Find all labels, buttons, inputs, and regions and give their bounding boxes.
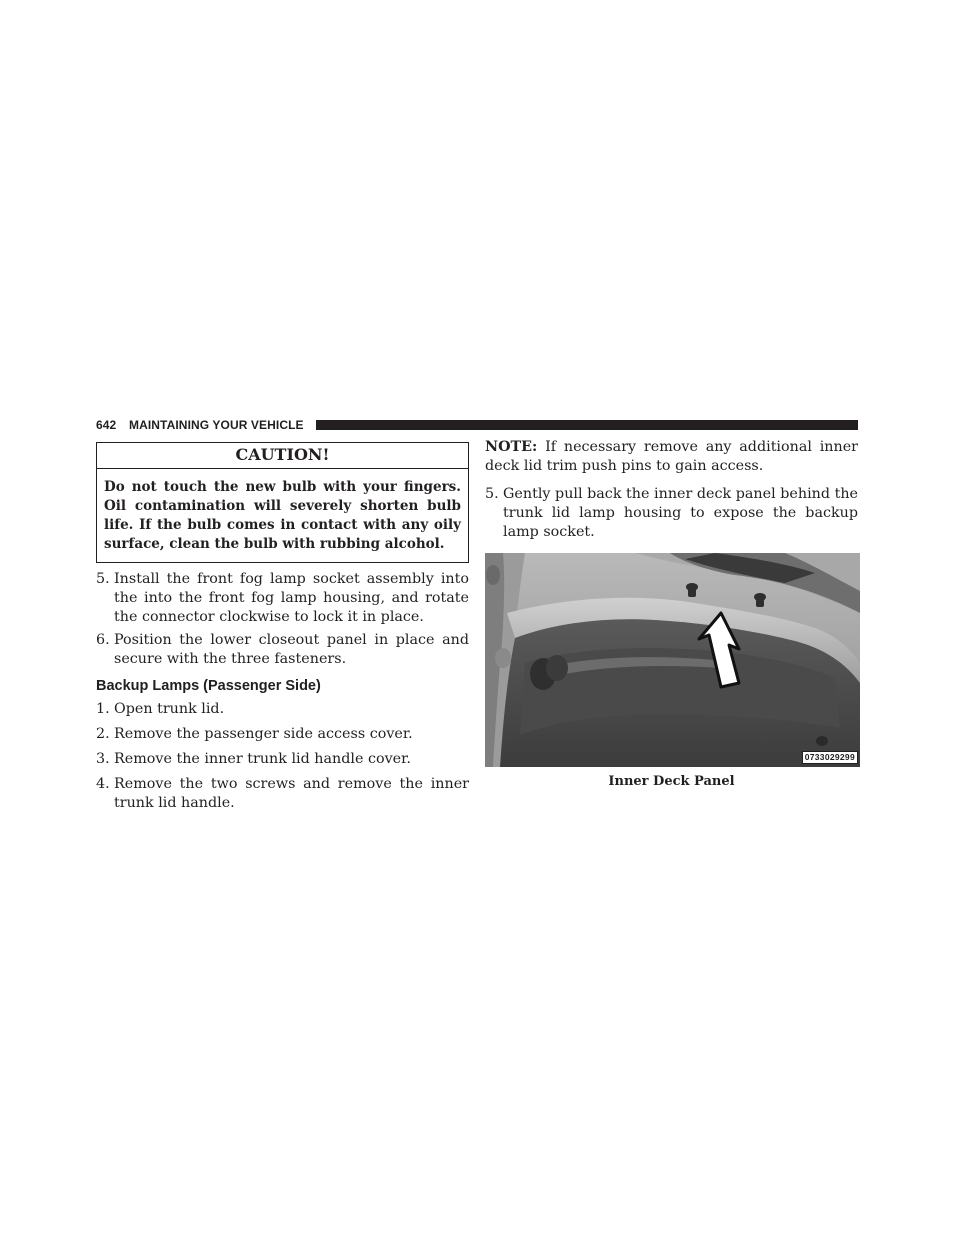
- step-text: Install the front fog lamp socket assembly into the into the front fog lamp housing, and rotate the connector clockwise to lock it in place.: [114, 571, 469, 625]
- step-text: Remove the passenger side access cover.: [114, 726, 413, 742]
- list-item: [96, 700, 469, 719]
- list-item: [96, 570, 469, 627]
- left-column: [96, 442, 469, 813]
- inner-deck-panel-illustration: [485, 553, 860, 767]
- note-label: NOTE:: [485, 439, 538, 455]
- figure-code: 0733029299: [802, 751, 858, 764]
- step-text: Gently pull back the inner deck panel behind the trunk lid lamp housing to expose the backup lamp socket.: [503, 486, 858, 540]
- step-text: Remove the inner trunk lid handle cover.: [114, 751, 411, 767]
- page-header: [96, 417, 858, 433]
- list-item: [485, 485, 858, 542]
- caution-box: [96, 442, 469, 563]
- step-number: 2.: [96, 726, 110, 742]
- step-text: Open trunk lid.: [114, 701, 225, 717]
- step-number: 5.: [485, 486, 499, 502]
- figure-caption: Inner Deck Panel: [608, 774, 735, 789]
- caution-title: CAUTION!: [97, 443, 468, 469]
- step-number: 6.: [96, 632, 110, 648]
- right-column: [485, 438, 858, 791]
- list-item: [96, 750, 469, 769]
- note-text: If necessary remove any additional inner deck lid trim push pins to gain access.: [485, 439, 858, 474]
- list-item: [96, 775, 469, 813]
- step-number: 5.: [96, 571, 110, 587]
- step-number: 3.: [96, 751, 110, 767]
- section-heading: Backup Lamps (Passenger Side): [96, 678, 321, 694]
- step-text: Remove the two screws and remove the inner trunk lid handle.: [114, 776, 469, 811]
- list-item: [96, 725, 469, 744]
- step-number: 4.: [96, 776, 110, 792]
- list-item: [96, 631, 469, 669]
- step-number: 1.: [96, 701, 110, 717]
- caution-text: Do not touch the new bulb with your fingers. Oil contamination will severely shorten bulb life. If the bulb comes in contact with any oily surface, clean the bulb with rubbing alcohol.: [104, 479, 461, 552]
- section-title: MAINTAINING YOUR VEHICLE: [129, 418, 304, 432]
- header-rule: [316, 420, 858, 430]
- page-number: 642: [96, 418, 117, 432]
- note-paragraph: [485, 438, 858, 476]
- step-text: Position the lower closeout panel in place and secure with the three fasteners.: [114, 632, 469, 667]
- illustration-drawing: [485, 553, 860, 767]
